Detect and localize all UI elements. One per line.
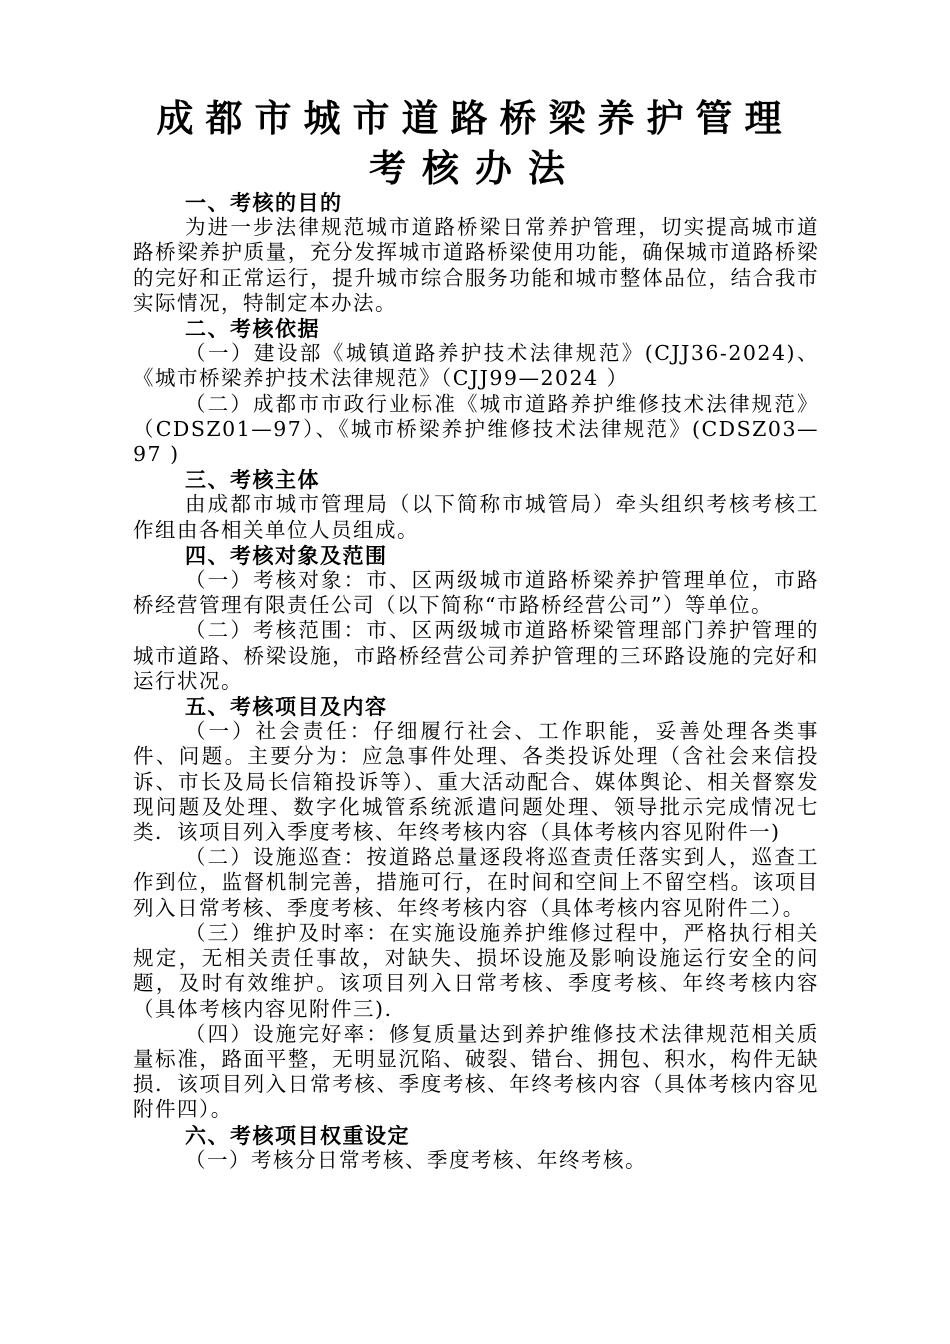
- section-heading-scope: 四、考核对象及范围: [185, 542, 388, 568]
- section-heading-basis: 二、考核依据: [185, 316, 320, 342]
- document-title-line2: 考核办法: [369, 146, 581, 190]
- paragraph-scope-2: （二）考核范围：市、区两级城市道路桥梁管理部门养护管理的城市道路、桥梁设施，市路桥经营公司养护管理的三环路设施的完好和运行状况。: [133, 618, 819, 693]
- paragraph-weights-1: （一）考核分日常考核、季度考核、年终考核。: [185, 1147, 647, 1172]
- paragraph-items-4: （四）设施完好率：修复质量达到养护维修技术法律规范相关质量标准，路面平整，无明显沉陷、破裂、错台、拥包、积水，构件无缺损．该项目列入日常考核、季度考核、年终考核内容（具体考核内容见附件四）。: [133, 1021, 819, 1122]
- paragraph-items-3: （三）维护及时率：在实施设施养护维修过程中，严格执行相关规定，无相关责任事故，对缺失、损坏设施及影响设施运行安全的问题，及时有效维护。该项目列入日常考核、季度考核、年终考核内容（具体考核内容见附件三).: [133, 920, 819, 1021]
- section-heading-items: 五、考核项目及内容: [185, 694, 388, 720]
- paragraph-basis-2: （二）成都市市政行业标准《城市道路养护维修技术法律规范》（CDSZ01—97）、《城市桥梁养护维修技术法律规范》(CDSZ03—97 ): [133, 391, 819, 467]
- paragraph-items-2: （二）设施巡查：按道路总量逐段将巡查责任落实到人，巡查工作到位，监督机制完善，措施可行，在时间和空间上不留空档。该项目列入日常考核、季度考核、年终考核内容（具体考核内容见附件二）。: [133, 845, 819, 920]
- document-title-line1: 成都市城市道路桥梁养护管理: [156, 96, 794, 140]
- section-heading-subject: 三、考核主体: [185, 467, 320, 493]
- paragraph-purpose: 为进一步法律规范城市道路桥梁日常养护管理，切实提高城市道路桥梁养护质量，充分发挥城市道路桥梁使用功能，确保城市道路桥梁的完好和正常运行，提升城市综合服务功能和城市整体品位，结合我市实际情况，特制定本办法。: [133, 215, 819, 315]
- paragraph-items-1: （一）社会责任：仔细履行社会、工作职能，妥善处理各类事件、问题。主要分为：应急事件处理、各类投诉处理（含社会来信投诉、市长及局长信箱投诉等）、重大活动配合、媒体舆论、相关督察发现问题及处理、数字化城管系统派遣问题处理、领导批示完成情况七类．该项目列入季度考核、年终考核内容（具体考核内容见附件一): [133, 719, 819, 845]
- section-heading-purpose: 一、考核的目的: [185, 190, 343, 215]
- paragraph-basis-1: （一）建设部《城镇道路养护技术法律规范》(CJJ36-2024)、《城市桥梁养护技术法律规范》（CJJ99—2024 ）: [133, 341, 819, 391]
- section-heading-weights: 六、考核项目权重设定: [185, 1122, 410, 1148]
- paragraph-scope-1: （一）考核对象：市、区两级城市道路桥梁养护管理单位，市路桥经营管理有限责任公司（以下简称“市路桥经营公司”）等单位。: [133, 568, 819, 618]
- document-body: [133, 190, 819, 1173]
- paragraph-subject: 由成都市城市管理局（以下简称市城管局）牵头组织考核考核工作组由各相关单位人员组成。: [133, 492, 819, 542]
